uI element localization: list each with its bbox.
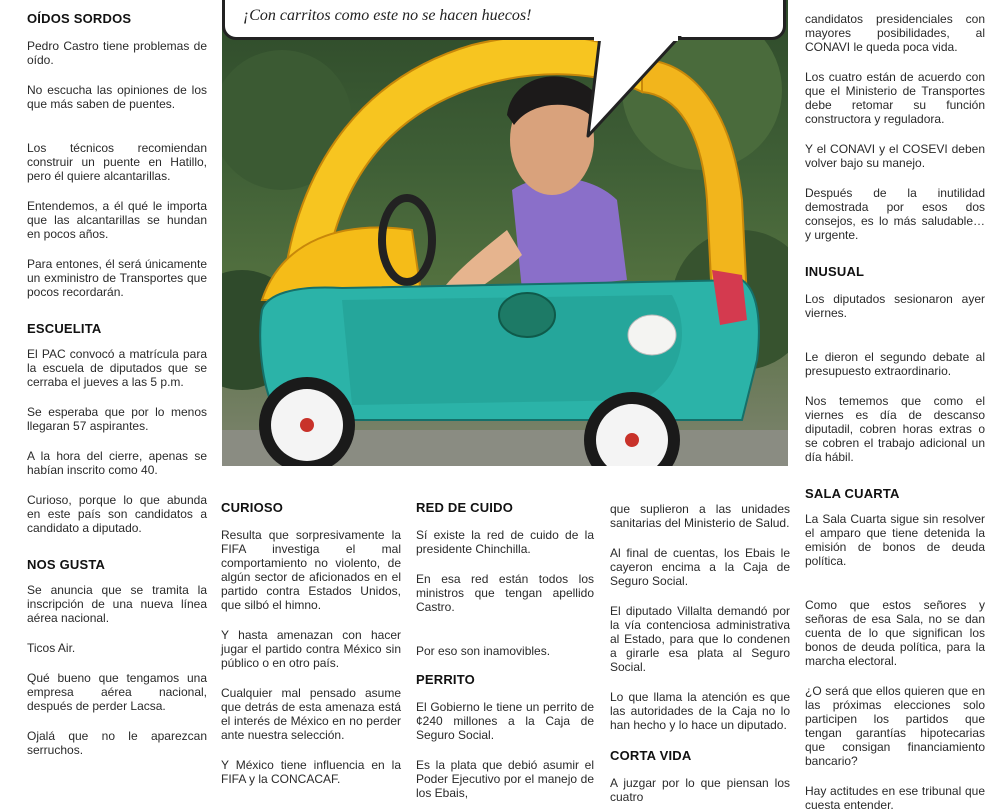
toy-car-illustration xyxy=(222,0,788,466)
paragraph: Nos tememos que como el viernes es día de descanso diputadil, cobren horas extras o se cobren el trabajo adicional un día hábil. xyxy=(805,394,985,464)
paragraph: Y el CONAVI y el COSEVI deben volver bajo su manejo. xyxy=(805,142,985,170)
paragraph: Cualquier mal pensado asume que detrás de esta amenaza está el interés de México en no perder ante nuestra selección. xyxy=(221,686,401,742)
section-title: INUSUAL xyxy=(805,264,865,279)
paragraph: Ticos Air. xyxy=(27,641,76,655)
paragraph: Por eso son inamovibles. xyxy=(416,644,551,658)
paragraph: Es la plata que debió asumir el Poder Ejecutivo por el manejo de los Ebais, xyxy=(416,758,594,800)
paragraph: Sí existe la red de cuido de la presidente Chinchilla. xyxy=(416,528,594,556)
paragraph: Entendemos, a él qué le importa que las alcantarillas se hundan en pocos años. xyxy=(27,199,207,241)
paragraph: candidatos presidenciales con mayores posibilidades, al CONAVI le queda poca vida. xyxy=(805,12,985,54)
paragraph: Después de la inutilidad demostrada por esos dos consejos, es lo más saludable… y urgente. xyxy=(805,186,985,242)
section-title: OÍDOS SORDOS xyxy=(27,11,132,26)
paragraph: Hay actitudes en ese tribunal que cuesta entender. xyxy=(805,784,985,812)
column-center xyxy=(416,500,594,800)
paragraph: Resulta que sorpresivamente la FIFA investiga el mal comportamiento no violento, de algún sector de aficionados en el partido contra Estados Unidos, que silbó el himno. xyxy=(221,528,401,612)
paragraph: Pedro Castro tiene problemas de oído. xyxy=(27,39,207,67)
paragraph: Se anuncia que se tramita la inscripción de una nueva línea aérea nacional. xyxy=(27,583,207,625)
paragraph: Los diputados sesionaron ayer viernes. xyxy=(805,292,985,320)
paragraph: Lo que llama la atención es que las autoridades de la Caja no lo han hecho y lo hace un diputado. xyxy=(610,690,790,732)
speech-bubble xyxy=(222,0,786,40)
paragraph: En esa red están todos los ministros que tengan apellido Castro. xyxy=(416,572,594,614)
paragraph: El PAC convocó a matrícula para la escuela de diputados que se cerraba el jueves a las 5 p.m. xyxy=(27,347,207,389)
paragraph: A juzgar por lo que piensan los cuatro xyxy=(610,776,790,804)
paragraph: que suplieron a las unidades sanitarias del Ministerio de Salud. xyxy=(610,502,790,530)
paragraph: Curioso, porque lo que abunda en este país son candidatos a candidato a diputado. xyxy=(27,493,207,535)
column-center-left xyxy=(221,500,401,786)
paragraph: El diputado Villalta demandó por la vía contenciosa administrativa al Estado, para que lo condenen a girarle esa plata al Seguro Social. xyxy=(610,604,790,674)
section-title: SALA CUARTA xyxy=(805,486,900,501)
paragraph: A la hora del cierre, apenas se habían inscrito como 40. xyxy=(27,449,207,477)
speech-bubble-tail xyxy=(580,36,690,146)
paragraph: No escucha las opiniones de los que más saben de puentes. xyxy=(27,83,207,111)
paragraph: Ojalá que no le aparezcan serruchos. xyxy=(27,729,207,757)
paragraph: Como que estos señores y señoras de esa Sala, no se dan cuenta de lo que significan los bonos de deuda política, para la marcha electoral. xyxy=(805,598,985,668)
section-title: RED DE CUIDO xyxy=(416,500,514,515)
editorial-photo xyxy=(222,0,788,466)
paragraph: Le dieron el segundo debate al presupuesto extraordinario. xyxy=(805,350,985,378)
paragraph: Al final de cuentas, los Ebais le cayeron encima a la Caja de Seguro Social. xyxy=(610,546,790,588)
section-title: PERRITO xyxy=(416,672,475,687)
paragraph: Y hasta amenazan con hacer jugar el partido contra México sin público o en otro país. xyxy=(221,628,401,670)
paragraph: Los cuatro están de acuerdo con que el Ministerio de Transportes debe retomar su función constructora y reguladora. xyxy=(805,70,985,126)
paragraph: El Gobierno le tiene un perrito de ¢240 millones a la Caja de Seguro Social. xyxy=(416,700,594,742)
paragraph: Para entones, él será únicamente un exministro de Transportes que pocos recordarán. xyxy=(27,257,207,299)
column-right xyxy=(805,12,985,812)
paragraph: ¿O será que ellos quieren que en las próximas elecciones solo participen los partidos que tengan garantías hipotecarias que consigan financiamiento bancario? xyxy=(805,684,985,768)
paragraph: Qué bueno que tengamos una empresa aérea nacional, después de perder Lacsa. xyxy=(27,671,207,713)
section-title: ESCUELITA xyxy=(27,321,102,336)
column-left xyxy=(27,11,207,757)
section-title: NOS GUSTA xyxy=(27,557,106,572)
paragraph: La Sala Cuarta sigue sin resolver el amparo que tiene detenida la emisión de bonos de deuda política. xyxy=(805,512,985,568)
speech-bubble-text: ¡Con carritos como este no se hacen huecos! xyxy=(243,7,532,24)
paragraph: Y México tiene influencia en la FIFA y la CONCACAF. xyxy=(221,758,401,786)
section-title: CURIOSO xyxy=(221,500,284,515)
paragraph: Los técnicos recomiendan construir un puente en Hatillo, pero él quiere alcantarillas. xyxy=(27,141,207,183)
section-title: CORTA VIDA xyxy=(610,748,692,763)
column-center-right xyxy=(610,502,790,804)
paragraph: Se esperaba que por lo menos llegaran 57 aspirantes. xyxy=(27,405,207,433)
